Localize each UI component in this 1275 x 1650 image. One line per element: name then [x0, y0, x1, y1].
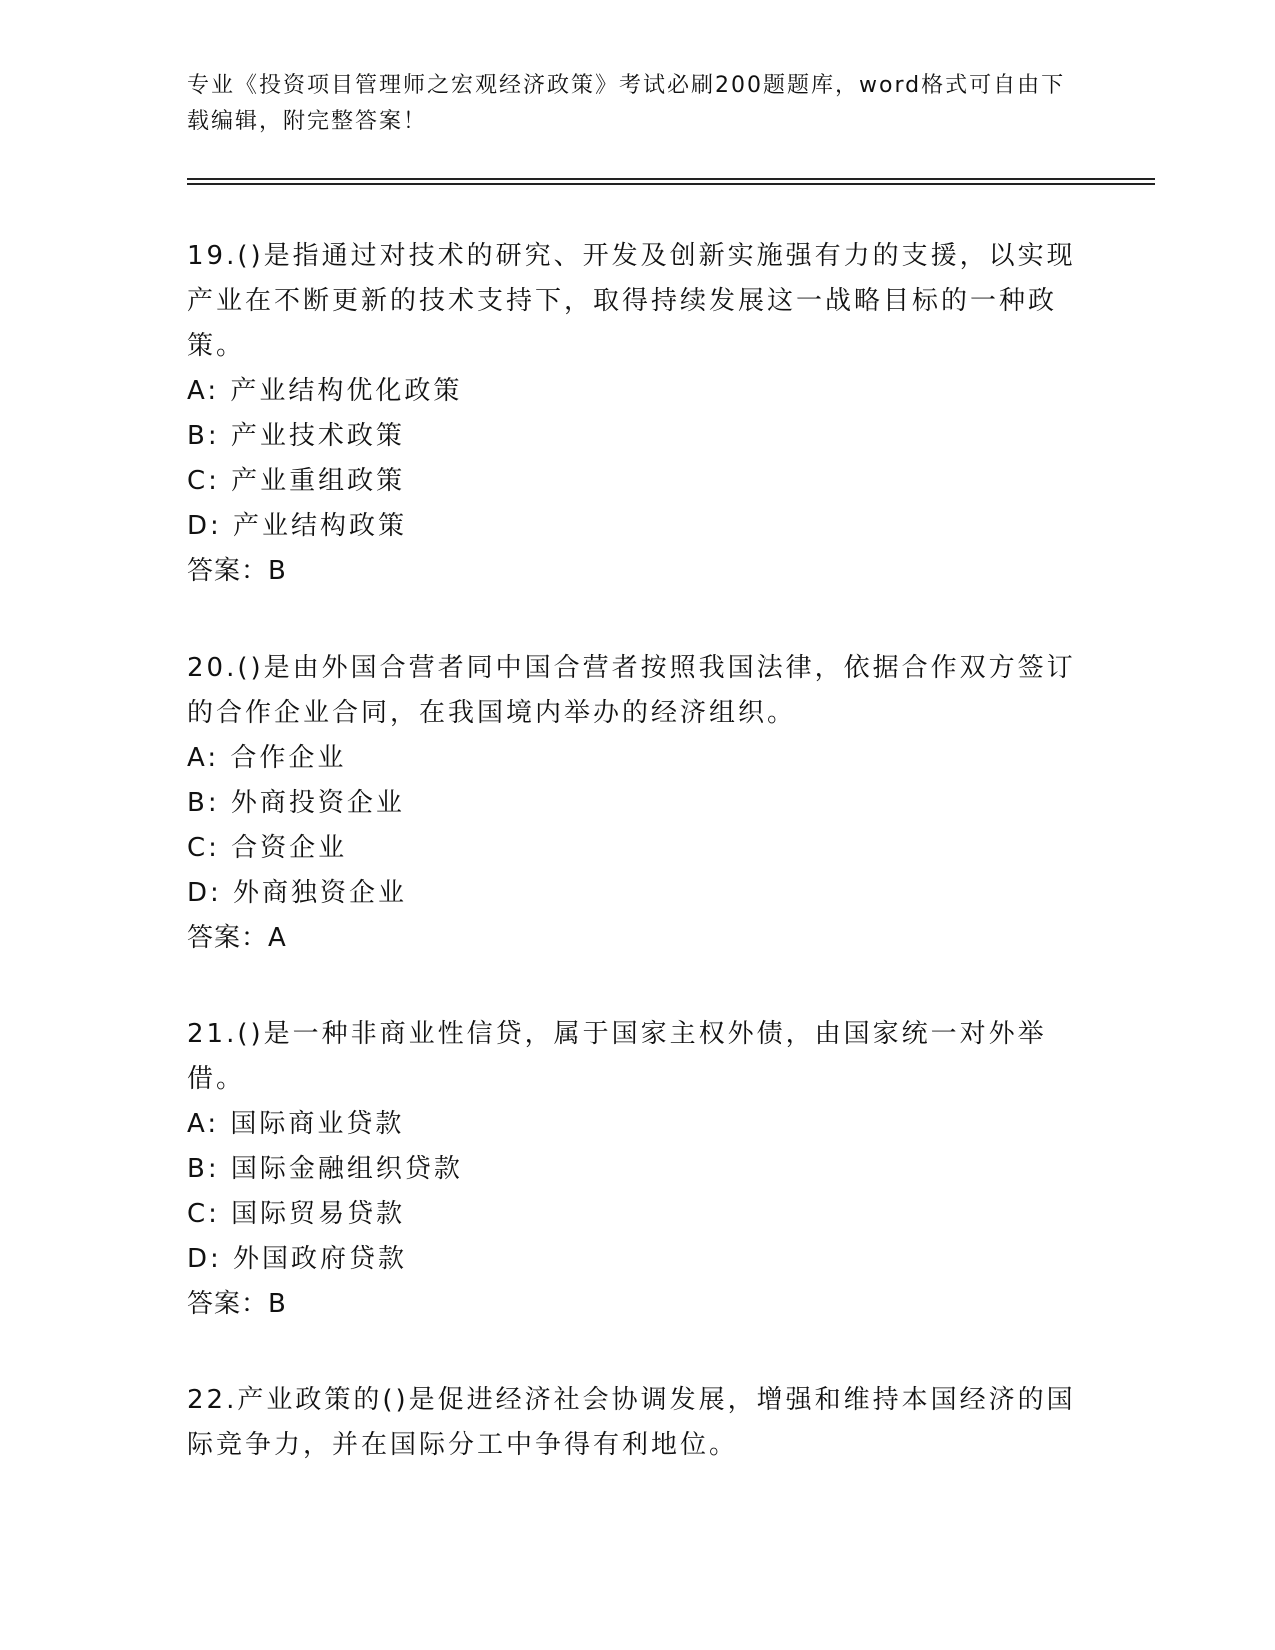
- option-d: D: 外商独资企业: [187, 878, 408, 908]
- option-a: A: 合作企业: [187, 743, 347, 773]
- option-a: A: 国际商业贷款: [187, 1109, 405, 1139]
- question-stem: 22.产业政策的()是促进经济社会协调发展，增强和维持本国经济的国际竞争力，并在国际分工中争得有利地位。: [187, 1385, 1076, 1460]
- question-19: [187, 234, 1087, 594]
- question-22: [187, 1378, 1087, 1468]
- option-c: C: 产业重组政策: [187, 466, 406, 496]
- answer-line: 答案：B: [187, 1289, 287, 1319]
- option-d: D: 产业结构政策: [187, 511, 408, 541]
- option-a: A: 产业结构优化政策: [187, 376, 463, 406]
- answer-line: 答案：B: [187, 556, 287, 586]
- option-b: B: 外商投资企业: [187, 788, 405, 818]
- document-header: [187, 68, 1067, 140]
- question-stem: 21.()是一种非商业性信贷，属于国家主权外债，由国家统一对外举借。: [187, 1019, 1047, 1094]
- option-c: C: 合资企业: [187, 833, 348, 863]
- question-stem: 20.()是由外国合营者同中国合营者按照我国法律，依据合作双方签订的合作企业合同，在我国境内举办的经济组织。: [187, 653, 1076, 728]
- option-b: B: 产业技术政策: [187, 421, 405, 451]
- header-divider-bottom: [187, 183, 1155, 185]
- option-b: B: 国际金融组织贷款: [187, 1154, 463, 1184]
- question-20: [187, 646, 1087, 961]
- question-21: [187, 1012, 1087, 1327]
- header-intro-text: 专业《投资项目管理师之宏观经济政策》考试必刷200题题库，word格式可自由下载编辑，附完整答案！: [187, 73, 1066, 134]
- option-d: D: 外国政府贷款: [187, 1244, 408, 1274]
- answer-line: 答案：A: [187, 923, 287, 953]
- option-c: C: 国际贸易贷款: [187, 1199, 406, 1229]
- question-stem: 19.()是指通过对技术的研究、开发及创新实施强有力的支援，以实现产业在不断更新的技术支持下，取得持续发展这一战略目标的一种政策。: [187, 241, 1076, 361]
- header-divider-top: [187, 178, 1155, 180]
